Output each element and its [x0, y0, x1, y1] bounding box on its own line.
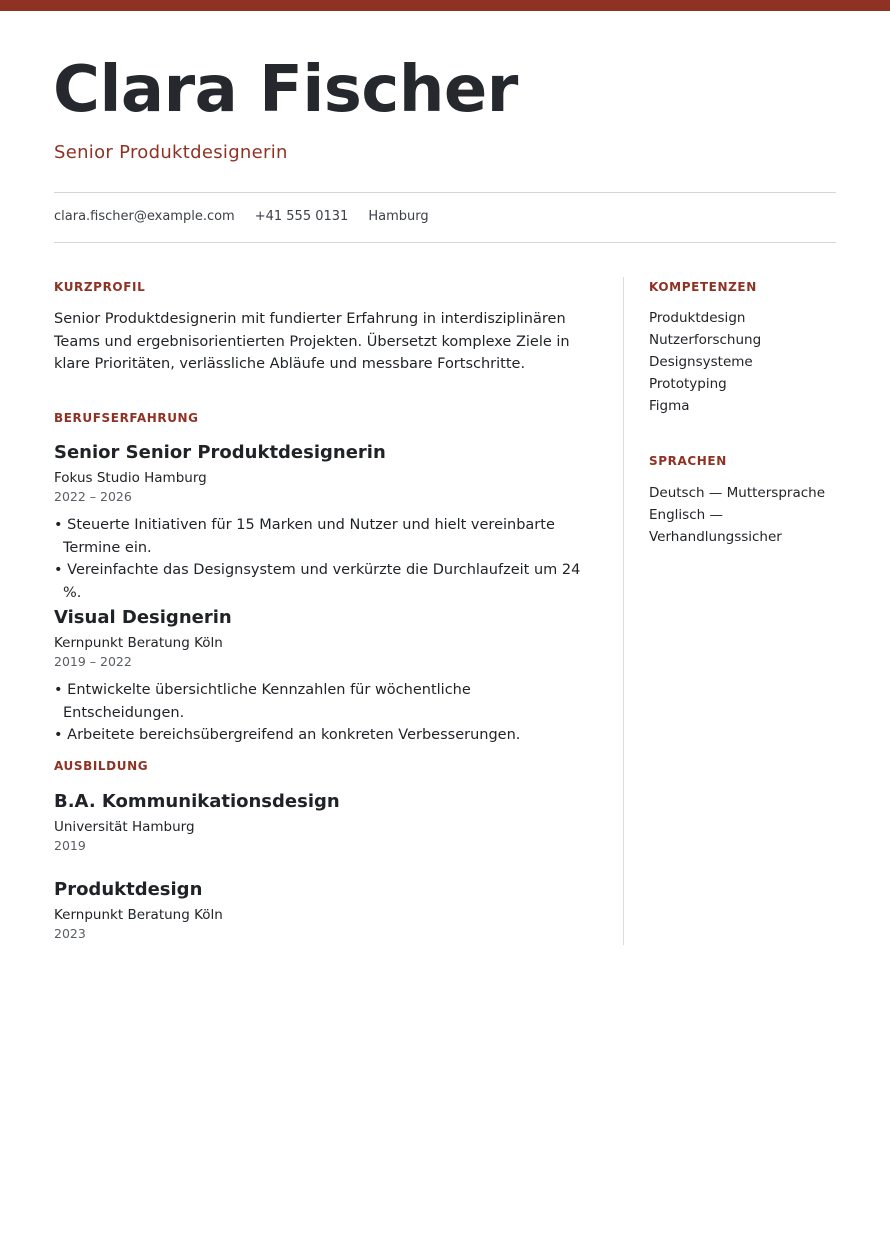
bullet-item: • Steuerte Initiativen für 15 Marken und Nutzer und hielt vereinbarte Termine ein.	[54, 517, 555, 556]
degree-title: Produktdesign	[54, 879, 203, 900]
school-name: Universität Hamburg	[54, 819, 195, 835]
job-role-subtitle: Senior Produktdesignerin	[54, 142, 288, 163]
education-year: 2019	[54, 838, 86, 853]
skill-item: Designsysteme	[649, 354, 753, 370]
job-bullets	[54, 679, 594, 747]
bullet-item: • Entwickelte übersichtliche Kennzahlen für wöchentliche Entscheidungen.	[54, 682, 471, 721]
summary-text: Senior Produktdesignerin mit fundierter Erfahrung in interdisziplinären Teams und ergebnisorientierten Projekten. Übersetzt komplexe Ziele in klare Prioritäten, verlässliche Abläufe und messbare Fortschritte.	[54, 311, 570, 372]
skills-list	[649, 307, 849, 417]
job-title: Visual Designerin	[54, 607, 232, 628]
bullet-item: • Arbeitete bereichsübergreifend an konkreten Verbesserungen.	[54, 727, 521, 743]
contact-city: Hamburg	[368, 209, 429, 224]
skill-item: Prototyping	[649, 376, 727, 392]
summary-heading: KURZPROFIL	[54, 280, 146, 294]
job-bullets	[54, 514, 594, 604]
person-name: Clara Fischer	[53, 53, 518, 127]
language-item: Verhandlungssicher	[649, 529, 782, 545]
employer: Fokus Studio Hamburg	[54, 470, 207, 486]
skill-item: Nutzerforschung	[649, 332, 762, 348]
language-item: Englisch —	[649, 507, 723, 523]
job-title: Senior Senior Produktdesignerin	[54, 442, 386, 463]
employer: Kernpunkt Beratung Köln	[54, 635, 223, 651]
skill-item: Figma	[649, 398, 690, 414]
job-dates: 2019 – 2022	[54, 654, 132, 669]
contact-line	[54, 208, 429, 226]
contact-email[interactable]: clara.fischer@example.com	[54, 209, 235, 224]
skill-item: Produktdesign	[649, 310, 746, 326]
column-divider	[623, 277, 624, 945]
degree-title: B.A. Kommunikationsdesign	[54, 791, 340, 812]
contact-phone[interactable]: +41 555 0131	[254, 209, 349, 224]
education-year: 2023	[54, 926, 86, 941]
accent-top-bar	[0, 0, 890, 11]
languages-heading: SPRACHEN	[649, 454, 727, 468]
experience-heading: BERUFSERFAHRUNG	[54, 411, 199, 425]
bullet-item: • Vereinfachte das Designsystem und verkürzte die Durchlaufzeit um 24 %.	[54, 562, 581, 601]
job-dates: 2022 – 2026	[54, 489, 132, 504]
header-top-divider	[54, 192, 836, 193]
skills-heading: KOMPETENZEN	[649, 280, 757, 294]
languages-list	[649, 482, 849, 548]
language-item: Deutsch — Muttersprache	[649, 485, 826, 501]
school-name: Kernpunkt Beratung Köln	[54, 907, 223, 923]
education-heading: AUSBILDUNG	[54, 759, 149, 773]
header-bottom-divider	[54, 242, 836, 243]
